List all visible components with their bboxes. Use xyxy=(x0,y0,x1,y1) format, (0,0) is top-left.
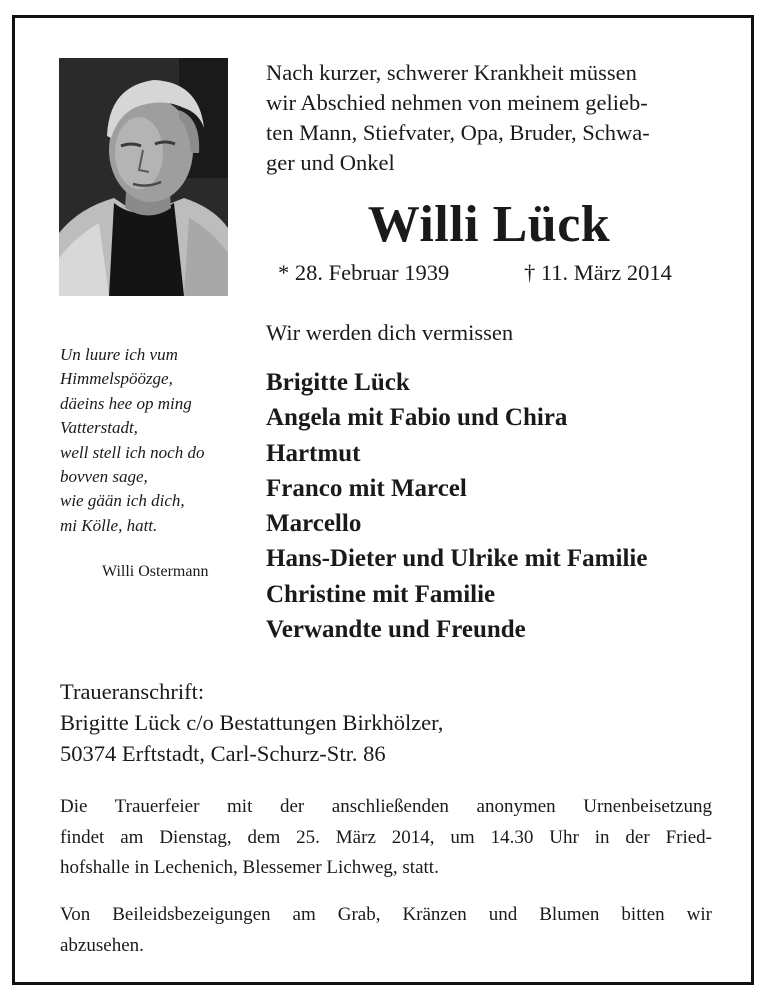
poem-line: Un luure ich vum xyxy=(60,345,178,364)
intro-line: Nach kurzer, schwerer Krankheit müssen xyxy=(266,60,637,85)
poem-line: däeins hee op ming xyxy=(60,393,192,413)
death-date: † 11. März 2014 xyxy=(524,260,672,285)
ceremony-line: hofshalle in Lechenich, Blessemer Lichweg, statt. xyxy=(60,857,439,878)
condolence-notice xyxy=(60,900,712,961)
intro-line: wir Abschied nehmen von meinem gelieb- xyxy=(266,90,648,115)
family-member: Christine mit Familie xyxy=(266,580,496,608)
poem-line: Vatterstadt, xyxy=(60,418,138,438)
family-member: Verwandte und Freunde xyxy=(266,616,526,644)
poem-line: bovven sage, xyxy=(60,467,148,487)
poem-line: wie gään ich dich, xyxy=(60,491,185,511)
intro-text xyxy=(266,58,716,178)
miss-text: Wir werden dich vermissen xyxy=(266,320,514,345)
address-line: 50374 Erftstadt, Carl-Schurz-Str. 86 xyxy=(60,741,386,766)
family-member: Franco mit Marcel xyxy=(266,474,467,502)
poem-author: Willi Ostermann xyxy=(102,563,209,580)
portrait-photo xyxy=(59,58,228,296)
family-member: Hartmut xyxy=(266,439,361,467)
poem-line: well stell ich noch do xyxy=(60,442,205,462)
mourning-address xyxy=(60,676,443,769)
condolence-line: abzusehen. xyxy=(60,934,144,956)
intro-line: ger und Onkel xyxy=(266,150,395,175)
address-line: Brigitte Lück c/o Bestattungen Birkhölzer, xyxy=(60,710,444,735)
poem-line: mi Kölle, hatt. xyxy=(60,515,158,535)
family-member: Angela mit Fabio und Chira xyxy=(266,404,568,432)
ceremony-line: findet am Dienstag, dem 25. März 2014, um 14.30 Uhr in der Fried- xyxy=(60,826,712,848)
deceased-name: Willi Lück xyxy=(367,196,611,253)
intro-line: ten Mann, Stiefvater, Opa, Bruder, Schwa- xyxy=(266,120,650,145)
family-member: Hans-Dieter und Ulrike mit Familie xyxy=(266,545,648,573)
poem-line: Himmelspöözge, xyxy=(60,369,173,389)
address-line: Traueranschrift: xyxy=(60,679,205,704)
ceremony-notice xyxy=(60,792,712,884)
poem xyxy=(60,343,204,538)
family-member: Brigitte Lück xyxy=(266,369,410,396)
family-member: Marcello xyxy=(266,510,362,538)
birth-date: * 28. Februar 1939 xyxy=(278,260,450,285)
ceremony-line: Die Trauerfeier mit der anschließenden anonymen Urnenbeisetzung xyxy=(60,796,712,817)
condolence-line: Von Beileidsbezeigungen am Grab, Kränzen und Blumen bitten wir xyxy=(60,904,712,925)
family-list xyxy=(266,365,647,647)
